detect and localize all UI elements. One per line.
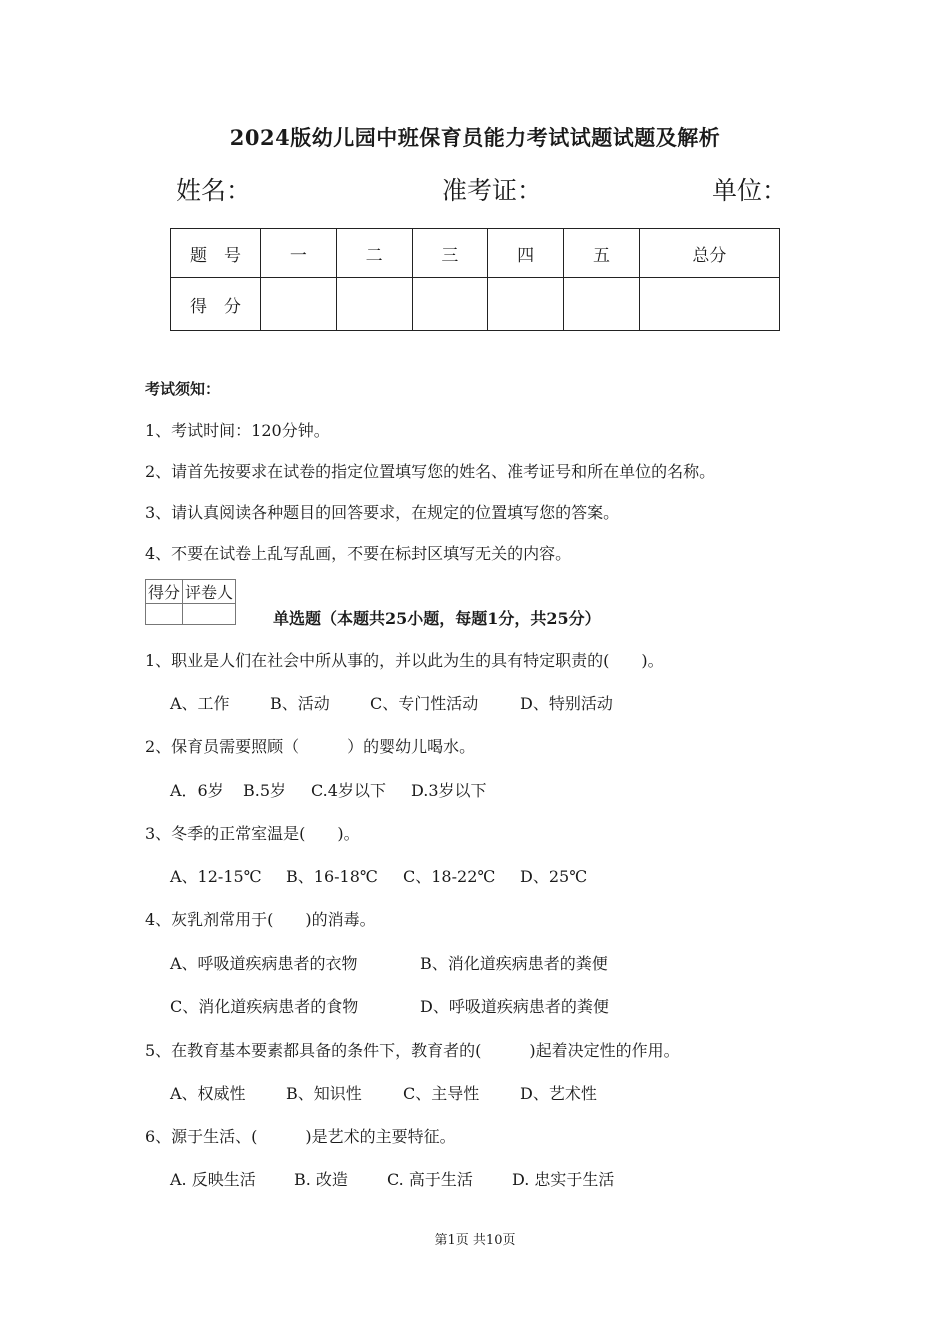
option: C、消化道疾病患者的食物 — [170, 997, 359, 1016]
question-text: 4、灰乳剂常用于( )的消毒。 — [145, 910, 376, 929]
question-text: 1、职业是人们在社会中所从事的，并以此为生的具有特定职责的( )。 — [145, 651, 664, 670]
notice-item: 4、不要在试卷上乱写乱画，不要在标封区填写无关的内容。 — [145, 544, 572, 563]
option: D、25℃ — [520, 867, 588, 886]
score-table-col: 一 — [261, 229, 337, 278]
notice-item: 3、请认真阅读各种题目的回答要求，在规定的位置填写您的答案。 — [145, 503, 620, 522]
option: A、工作 — [170, 694, 230, 713]
score-cell[interactable] — [564, 278, 640, 331]
unit-label: 单位： — [712, 176, 788, 205]
option: B.5岁 — [243, 781, 287, 800]
name-label: 姓名： — [176, 176, 252, 205]
notice-item: 1、考试时间：120分钟。 — [145, 421, 330, 440]
score-cell[interactable] — [412, 278, 488, 331]
option: D、呼吸道疾病患者的粪便 — [420, 997, 609, 1016]
page-footer: 第1页 共10页 — [434, 1233, 516, 1248]
score-table-col: 三 — [412, 229, 488, 278]
option: D. 忠实于生活 — [512, 1170, 615, 1189]
option: C、专门性活动 — [370, 694, 479, 713]
score-table-row-label: 题 号 — [171, 229, 261, 278]
option: B、消化道疾病患者的粪便 — [420, 954, 608, 973]
score-table — [170, 228, 780, 331]
option: B、16-18℃ — [286, 867, 378, 886]
grader-score-label: 得分 — [146, 580, 183, 604]
score-table-col: 二 — [336, 229, 412, 278]
option: C. 高于生活 — [387, 1170, 473, 1189]
notice-heading: 考试须知： — [145, 380, 221, 398]
score-table-col: 总分 — [639, 229, 779, 278]
section-title: 单选题（本题共25小题，每题1分，共25分） — [273, 609, 601, 628]
score-cell[interactable] — [639, 278, 779, 331]
option: A、12-15℃ — [170, 867, 262, 886]
question-text: 5、在教育基本要素都具备的条件下，教育者的( )起着决定性的作用。 — [145, 1041, 680, 1060]
option: D.3岁以下 — [411, 781, 487, 800]
option: B. 改造 — [294, 1170, 348, 1189]
question-text: 6、源于生活、( )是艺术的主要特征。 — [145, 1127, 456, 1146]
score-cell[interactable] — [261, 278, 337, 331]
option: D、艺术性 — [520, 1084, 597, 1103]
option: D、特别活动 — [520, 694, 613, 713]
score-cell[interactable] — [336, 278, 412, 331]
option: C.4岁以下 — [311, 781, 386, 800]
grader-score-cell[interactable] — [146, 604, 183, 625]
option: A. 反映生活 — [170, 1170, 256, 1189]
option: C、主导性 — [403, 1084, 480, 1103]
option: B、知识性 — [286, 1084, 362, 1103]
option: A．6岁 — [170, 781, 224, 800]
option: C、18-22℃ — [403, 867, 496, 886]
grader-name-label: 评卷人 — [183, 580, 236, 604]
question-text: 3、冬季的正常室温是( )。 — [145, 824, 360, 843]
option: A、权威性 — [170, 1084, 246, 1103]
option: A、呼吸道疾病患者的衣物 — [170, 954, 358, 973]
notice-item: 2、请首先按要求在试卷的指定位置填写您的姓名、准考证号和所在单位的名称。 — [145, 462, 716, 481]
score-cell[interactable] — [488, 278, 564, 331]
score-table-row-label: 得 分 — [171, 278, 261, 331]
document-title: 2024版幼儿园中班保育员能力考试试题试题及解析 — [229, 125, 721, 150]
question-text: 2、保育员需要照顾（ ）的婴幼儿喝水。 — [145, 737, 476, 756]
score-table-col: 四 — [488, 229, 564, 278]
option: B、活动 — [270, 694, 330, 713]
grader-box — [145, 579, 236, 625]
score-table-col: 五 — [564, 229, 640, 278]
exam-id-label: 准考证： — [442, 176, 543, 205]
grader-name-cell[interactable] — [183, 604, 236, 625]
